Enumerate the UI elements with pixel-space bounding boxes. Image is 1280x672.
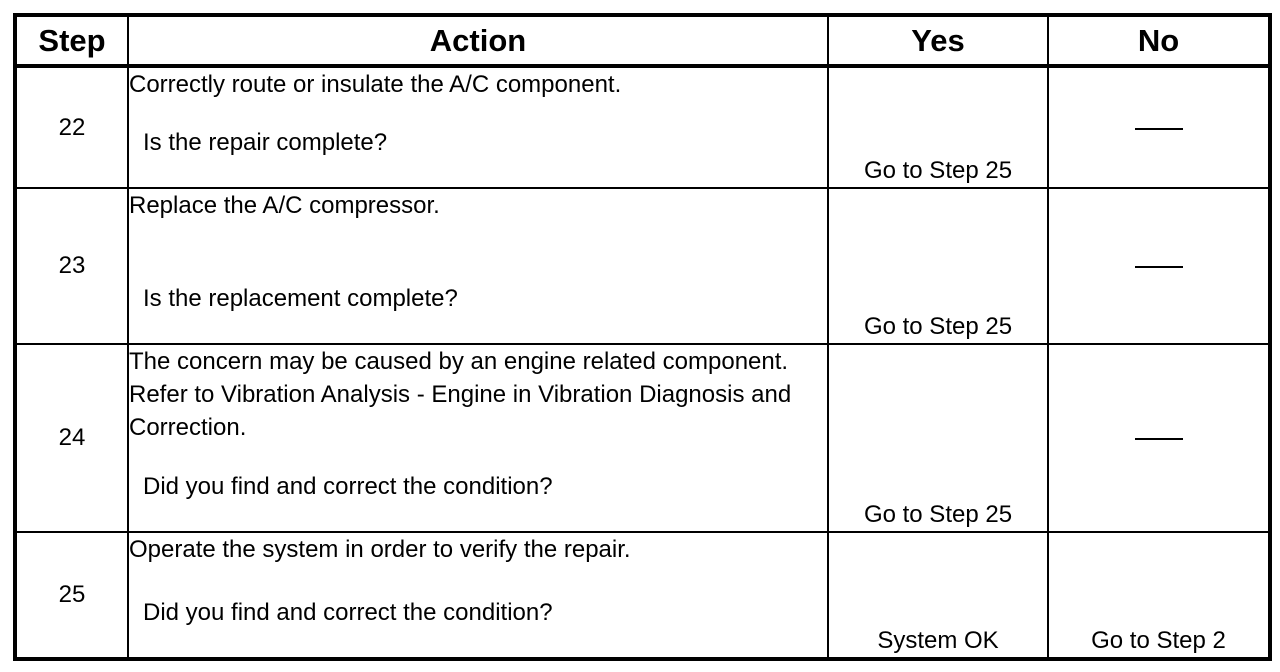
action-text: Replace the A/C compressor. [129,192,440,219]
table-row [15,344,1270,532]
diagnostic-table [13,13,1272,661]
table-row [15,532,1270,659]
step-number: 25 [15,532,128,659]
yes-result: Go to Step 25 [828,188,1048,344]
yes-result: System OK [828,532,1048,659]
yes-result: Go to Step 25 [828,66,1048,188]
header-row [15,15,1270,66]
yes-result: Go to Step 25 [828,344,1048,532]
action-cell [128,66,828,188]
table-row [15,66,1270,188]
action-text: Correctly route or insulate the A/C component. [129,71,622,98]
no-result-dash [1135,128,1183,130]
action-text: The concern may be caused by an engine related component. Refer to Vibration Analysis - Engine in Vibration Diagnosis and Correction. [129,348,792,441]
table-row [15,188,1270,344]
action-cell [128,188,828,344]
step-number: 24 [15,344,128,532]
no-column-header: No [1048,15,1270,66]
step-number: 23 [15,188,128,344]
step-column-header: Step [15,15,128,66]
action-cell [128,532,828,659]
action-question: Did you find and correct the condition? [143,473,553,500]
yes-column-header: Yes [828,15,1048,66]
no-result: Go to Step 2 [1048,532,1270,659]
no-result [1048,66,1270,188]
action-cell [128,344,828,532]
action-question: Did you find and correct the condition? [143,599,553,626]
step-number: 22 [15,66,128,188]
no-result-dash [1135,438,1183,440]
action-text: Operate the system in order to verify the repair. [129,536,631,563]
no-result [1048,344,1270,532]
action-question: Is the repair complete? [143,129,388,156]
action-column-header: Action [128,15,828,66]
action-question: Is the replacement complete? [143,285,458,312]
no-result-dash [1135,266,1183,268]
no-result [1048,188,1270,344]
